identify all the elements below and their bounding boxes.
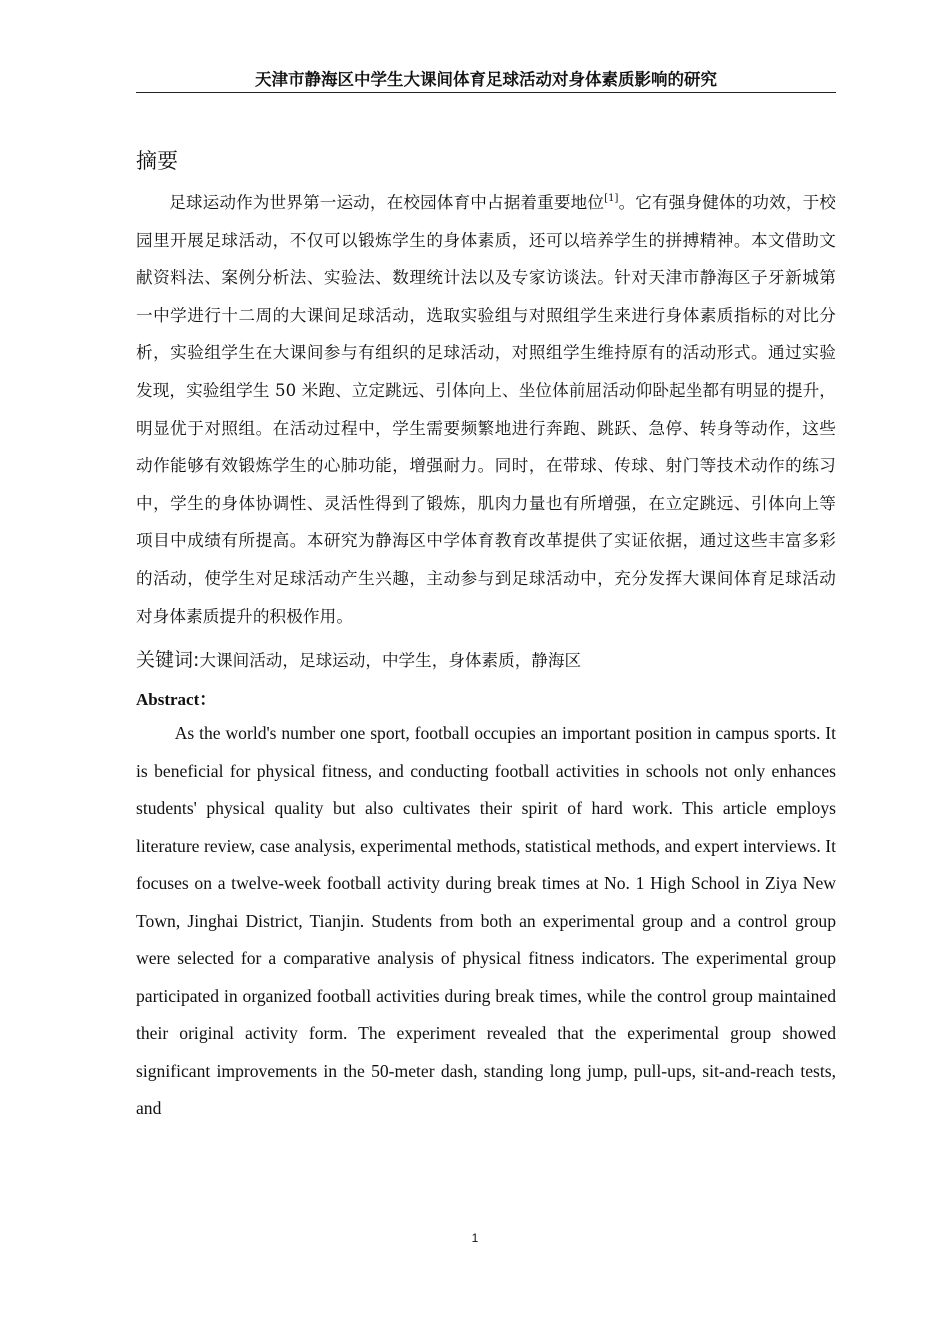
keywords-text: 大课间活动，足球运动，中学生，身体素质，静海区	[199, 651, 582, 671]
abstract-heading-en: Abstract：	[136, 690, 217, 710]
keywords-line	[136, 645, 836, 676]
abstract-text-after-ref: 。它有强身健体的功效，于校园里开展足球活动，不仅可以锻炼学生的身体素质，还可以培养学生的拼搏精神。本文借助文献资料法、案例分析法、实验法、数理统计法以及专家访谈法。针对天津市静海区子牙新城第一中学进行十二周的大课间足球活动，选取实验组与对照组学生来进行身体素质指标的对比分析，实验组学生在大课间参与有组织的足球活动，对照组学生维持原有的活动形式。通过实验发现，实验组学生 50 米跑、立定跳远、引体向上、坐位体前屈活动仰卧起坐都有明显的提升，明显优于对照组。在活动过程中，学生需要频繁地进行奔跑、跳跃、急停、转身等动作，这些动作能够有效锻炼学生的心肺功能，增强耐力。同时，在带球、传球、射门等技术动作的练习中，学生的身体协调性、灵活性得到了锻炼，肌肉力量也有所增强，在立定跳远、引体向上等项目中成绩有所提高。本研究为静海区中学体育教育改革提供了实证依据，通过这些丰富多彩的活动，使学生对足球活动产生兴趣，主动参与到足球活动中，充分发挥大课间体育足球活动对身体素质提升的积极作用。	[136, 193, 836, 626]
abstract-text-before-ref: 足球运动作为世界第一运动，在校园体育中占据着重要地位	[169, 193, 605, 212]
keywords-separator: :	[193, 649, 200, 672]
page-content	[136, 146, 836, 1128]
citation-ref[interactable]: [1]	[604, 193, 619, 204]
keywords-label: 关键词	[136, 649, 194, 672]
abstract-heading-cn: 摘要	[136, 149, 178, 173]
abstract-body-cn	[136, 184, 836, 635]
running-header: 天津市静海区中学生大课间体育足球活动对身体素质影响的研究	[136, 68, 836, 93]
page-number: 1	[471, 1231, 479, 1245]
abstract-body-en: As the world's number one sport, football occupies an important position in campus sports. It is beneficial for physical fitness, and conducting football activities in schools not only enhances students' physical quality but also cultivates their spirit of hard work. This article employs literature review, case analysis, experimental methods, statistical methods, and expert interviews. It focuses on a twelve-week football activity during break times at No. 1 High School in Ziya New Town, Jinghai District, Tianjin. Students from both an experimental group and a control group were selected for a comparative analysis of physical fitness indicators. The experimental group participated in organized football activities during break times, while the control group maintained their original activity form. The experiment revealed that the experimental group showed significant improvements in the 50-meter dash, standing long jump, pull-ups, sit-and-reach tests, and	[136, 723, 836, 1119]
